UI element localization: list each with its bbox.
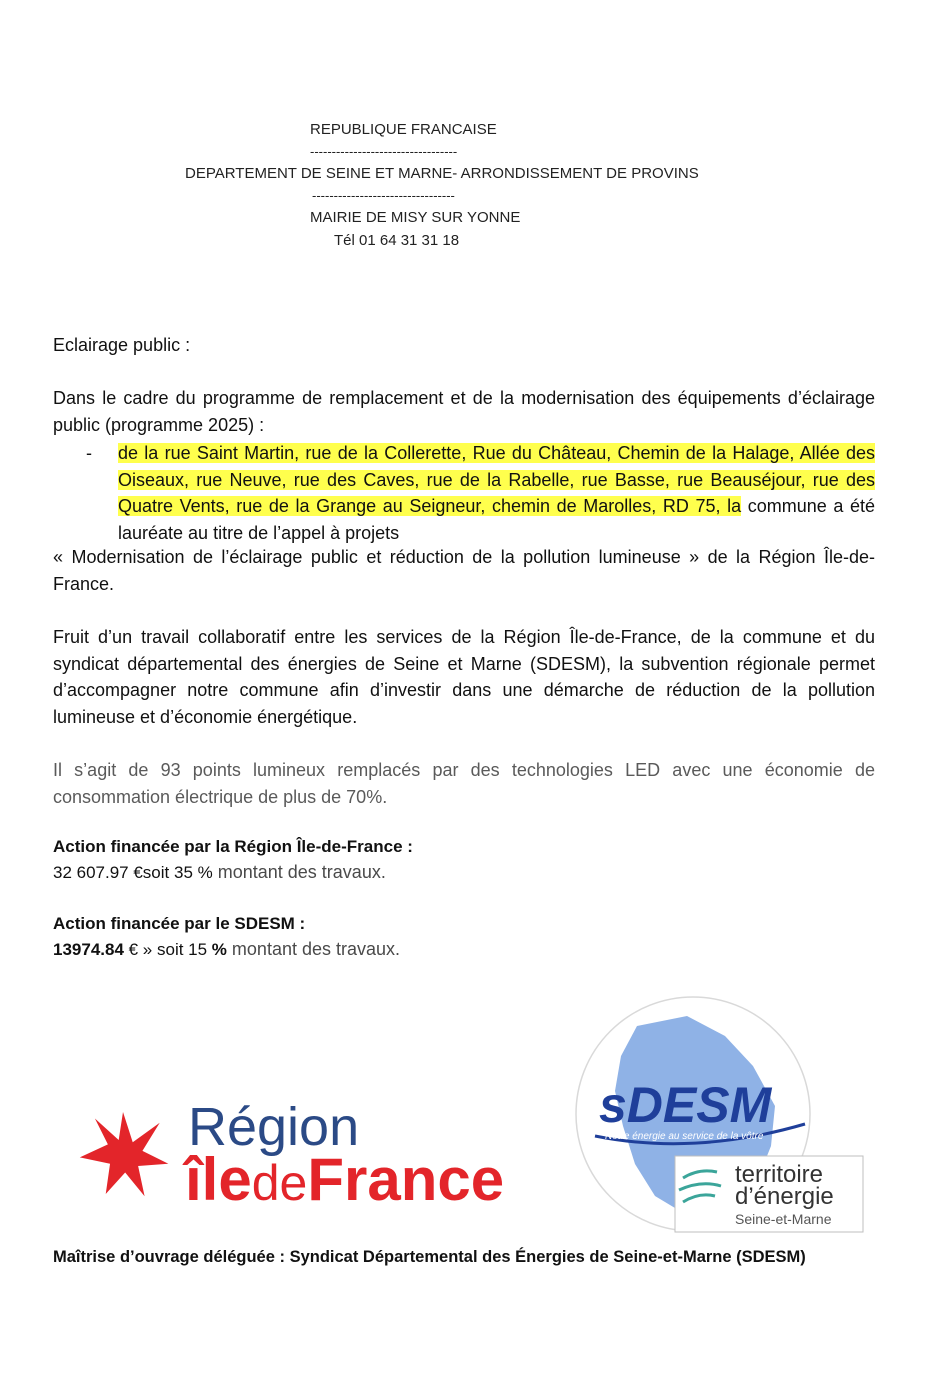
bullet-dash: - [86, 443, 92, 463]
seine-et-marne-word: Seine-et-Marne [735, 1211, 832, 1227]
sdesm-logo [575, 996, 867, 1236]
funding-sdesm-title: Action financée par le SDESM : [53, 914, 306, 933]
funding-sdesm-mid: € » soit 15 [123, 940, 212, 959]
territoire-word: territoire [735, 1161, 824, 1188]
collaboration-paragraph: Fruit d’un travail collaboratif entre les services de la Région Île-de-France, de la commune et du syndicat départemental des énergies de Seine et Marne (SDESM), la subvention régionale permet d’accompagner notre commune afin d’investir dans une démarche de réduction de la pollution lumineuse et d’économie énergétique. [53, 627, 875, 727]
laureate-paragraph: « Modernisation de l’éclairage public et réduction de la pollution lumineuse » de la Région Île-de-France. [53, 547, 875, 594]
republic-title: REPUBLIQUE FRANCAISE [310, 121, 497, 138]
street-list [118, 440, 875, 546]
funding-sdesm-amount: 13974.84 [53, 940, 124, 959]
funding-sdesm-suffix: montant des travaux. [226, 939, 401, 959]
funding-region-amount: 32 607.97 €soit 35 % [53, 863, 213, 882]
highlighted-streets: de la rue Saint Martin, rue de la Collerette, Rue du Château, Chemin de la Halage, Allée des Oiseaux, rue Neuve, rue des Caves, rue de la Rabelle, rue Basse, rue Beauséjour, rue des Quatre Vents, rue de la Grange au Seigneur, chemin de Marolles, RD 75, la [118, 443, 875, 516]
phone-number: Tél 01 64 31 31 18 [334, 232, 460, 249]
footer-note: Maîtrise d’ouvrage déléguée : Syndicat Départemental des Énergies de Seine-et-Marne (SDESM) [53, 1248, 806, 1266]
svg-text:îledeFrance [182, 1146, 504, 1213]
funding-region-suffix: montant des travaux. [212, 862, 386, 882]
points-paragraph: Il s’agit de 93 points lumineux remplacés par des technologies LED avec une économie de consommation électrique de plus de 70%. [53, 760, 875, 807]
sdesm-tagline: Notre énergie au service de la vôtre [605, 1131, 764, 1142]
logo-region-word: Région [188, 1097, 360, 1157]
funding-region-line [53, 859, 386, 887]
funding-sdesm-pct: % [211, 940, 227, 959]
section-heading: Eclairage public : [53, 335, 191, 355]
separator-2: --------------------------------- [312, 188, 455, 203]
department-title: DEPARTEMENT DE SEINE ET MARNE- ARRONDISSEMENT DE PROVINS [185, 165, 699, 182]
funding-region-title: Action financée par la Région Île-de-France : [53, 837, 413, 856]
logo-de-word: de [251, 1155, 308, 1211]
funding-sdesm-line [53, 936, 400, 964]
mairie-title: MAIRIE DE MISY SUR YONNE [310, 209, 521, 226]
bullet-continuation: commune a été lauréate au titre de l’appel à projets [118, 496, 875, 543]
logo-ile-word: île [185, 1146, 252, 1213]
separator-1: ---------------------------------- [310, 144, 458, 159]
intro-paragraph: Dans le cadre du programme de remplacement et de la modernisation des équipements d’éclairage public (programme 2025) : [53, 388, 875, 435]
sdesm-letters: sDESM [599, 1077, 772, 1133]
energie-word: d’énergie [735, 1183, 834, 1210]
region-idf-logo [53, 1063, 563, 1235]
logo-france-word: France [307, 1146, 505, 1213]
